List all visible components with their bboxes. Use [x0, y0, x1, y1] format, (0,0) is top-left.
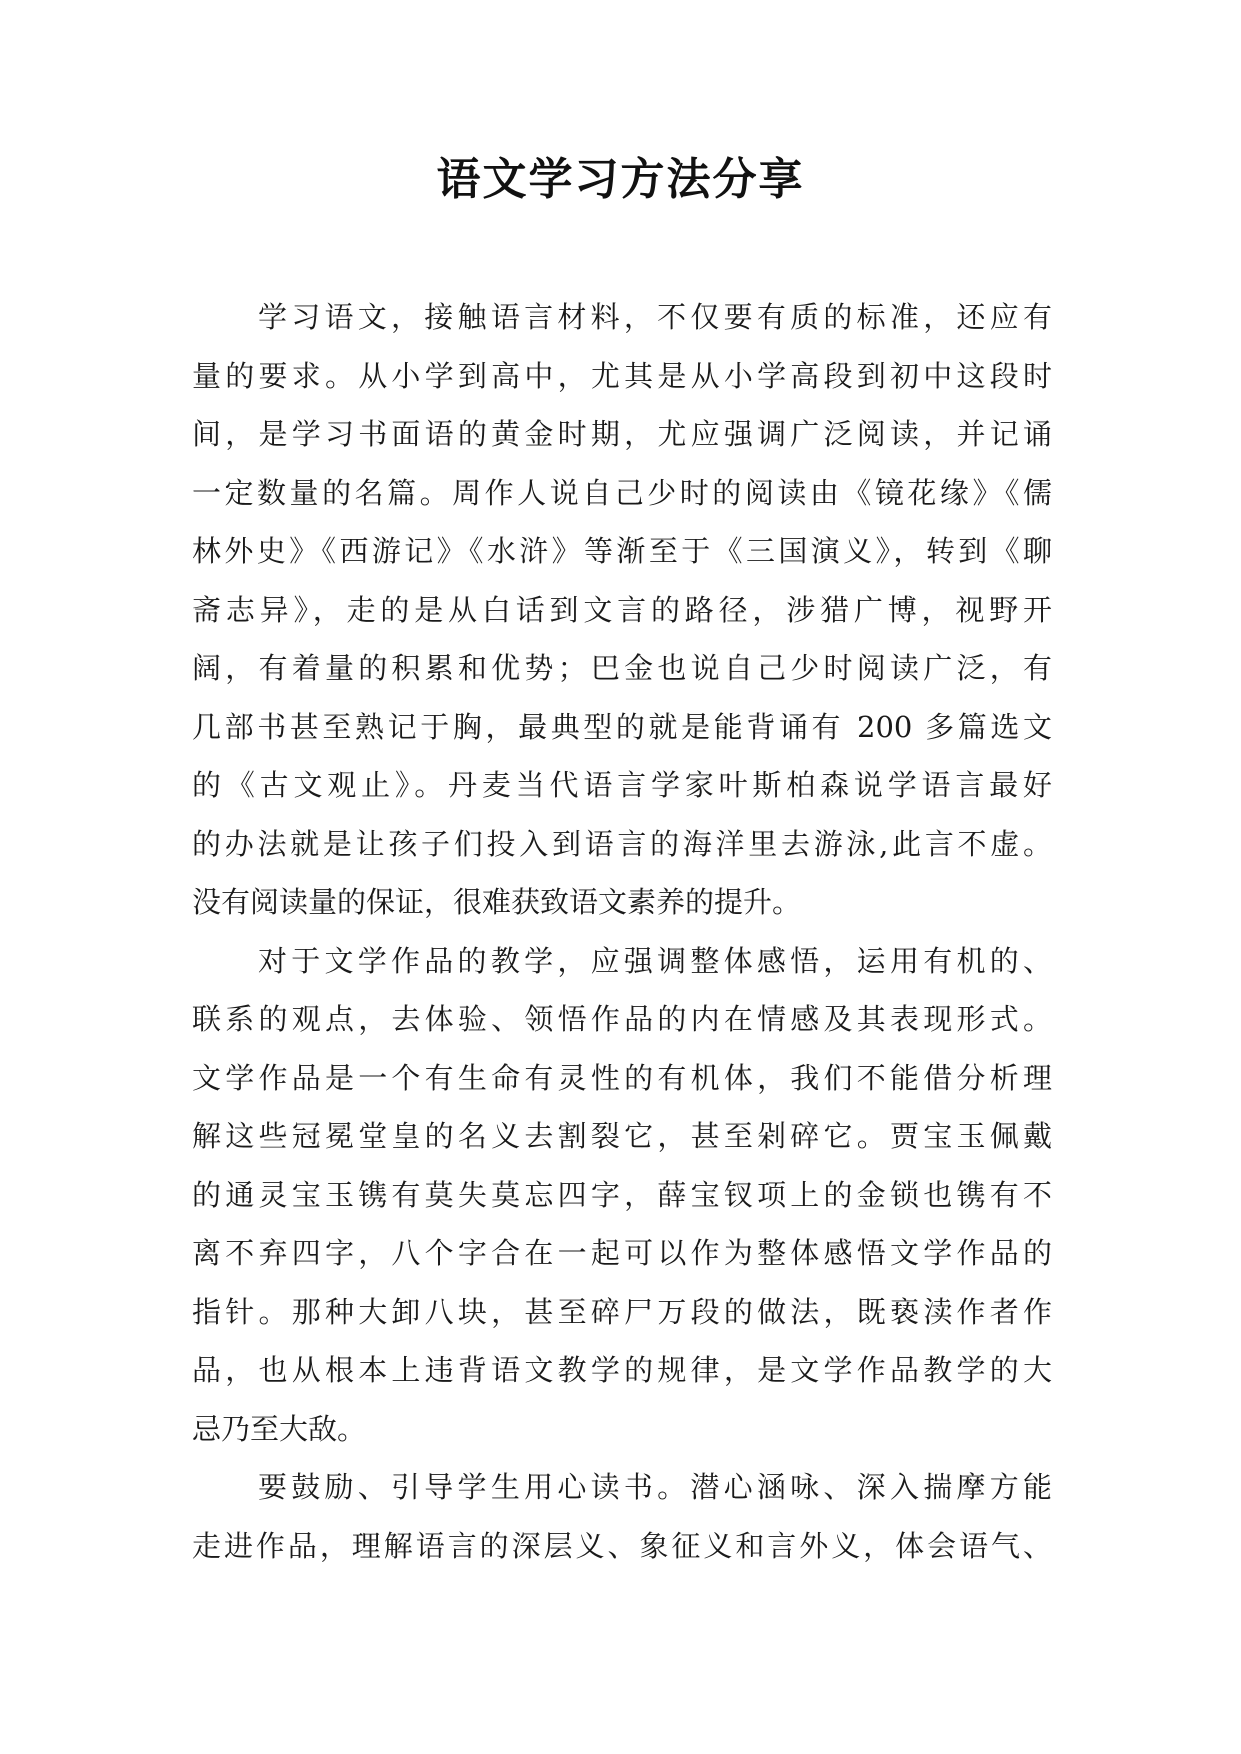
text-line: 阔，有着量的积累和优势；巴金也说自己少时阅读广泛，有	[192, 651, 1052, 685]
text-line: 文学作品是一个有生命有灵性的有机体，我们不能借分析理	[192, 1060, 1052, 1095]
document-body	[192, 288, 1052, 1575]
text-line: 间，是学习书面语的黄金时期，尤应强调广泛阅读，并记诵	[192, 417, 1052, 451]
document-title: 语文学习方法分享	[436, 154, 805, 205]
text-line: 解这些冠冕堂皇的名义去割裂它，甚至剁碎它。贾宝玉佩戴	[192, 1119, 1052, 1153]
text-line: 一定数量的名篇。周作人说自己少时的阅读由《镜花缘》《儒	[192, 475, 1052, 510]
paragraph	[192, 288, 1052, 932]
text-line: 的办法就是让孩子们投入到语言的海洋里去游泳,此言不虚。	[192, 826, 1052, 861]
text-line: 忌乃至大敌。	[192, 1411, 367, 1446]
text-line: 斋志异》，走的是从白话到文言的路径，涉猎广博，视野开	[192, 592, 1052, 627]
text-line: 要鼓励、引导学生用心读书。潜心涵咏、深入揣摩方能	[258, 1470, 1052, 1504]
text-line: 品，也从根本上违背语文教学的规律，是文学作品教学的大	[192, 1353, 1052, 1387]
text-line: 联系的观点，去体验、领悟作品的内在情感及其表现形式。	[192, 1002, 1052, 1036]
text-line: 对于文学作品的教学，应强调整体感悟，运用有机的、	[258, 943, 1052, 978]
text-line: 走进作品，理解语言的深层义、象征义和言外义，体会语气、	[192, 1528, 1052, 1563]
paragraph	[192, 1458, 1052, 1575]
text-line: 量的要求。从小学到高中，尤其是从小学高段到初中这段时	[192, 358, 1052, 393]
text-line: 离不弃四字，八个字合在一起可以作为整体感悟文学作品的	[192, 1236, 1052, 1270]
text-line: 几部书甚至熟记于胸，最典型的就是能背诵有 200 多篇选文	[192, 709, 1052, 744]
paragraph	[192, 932, 1052, 1459]
text-line: 的《古文观止》。丹麦当代语言学家叶斯柏森说学语言最好	[192, 768, 1052, 802]
text-line: 指针。那种大卸八块，甚至碎尸万段的做法，既亵渎作者作	[192, 1294, 1052, 1329]
text-line: 的通灵宝玉镌有莫失莫忘四字，薛宝钗项上的金锁也镌有不	[192, 1177, 1052, 1212]
text-line: 林外史》《西游记》《水浒》等渐至于《三国演义》，转到《聊	[192, 534, 1052, 568]
text-line: 学习语文，接触语言材料，不仅要有质的标准，还应有	[258, 300, 1052, 334]
text-line: 没有阅读量的保证，很难获致语文素养的提升。	[192, 885, 802, 919]
